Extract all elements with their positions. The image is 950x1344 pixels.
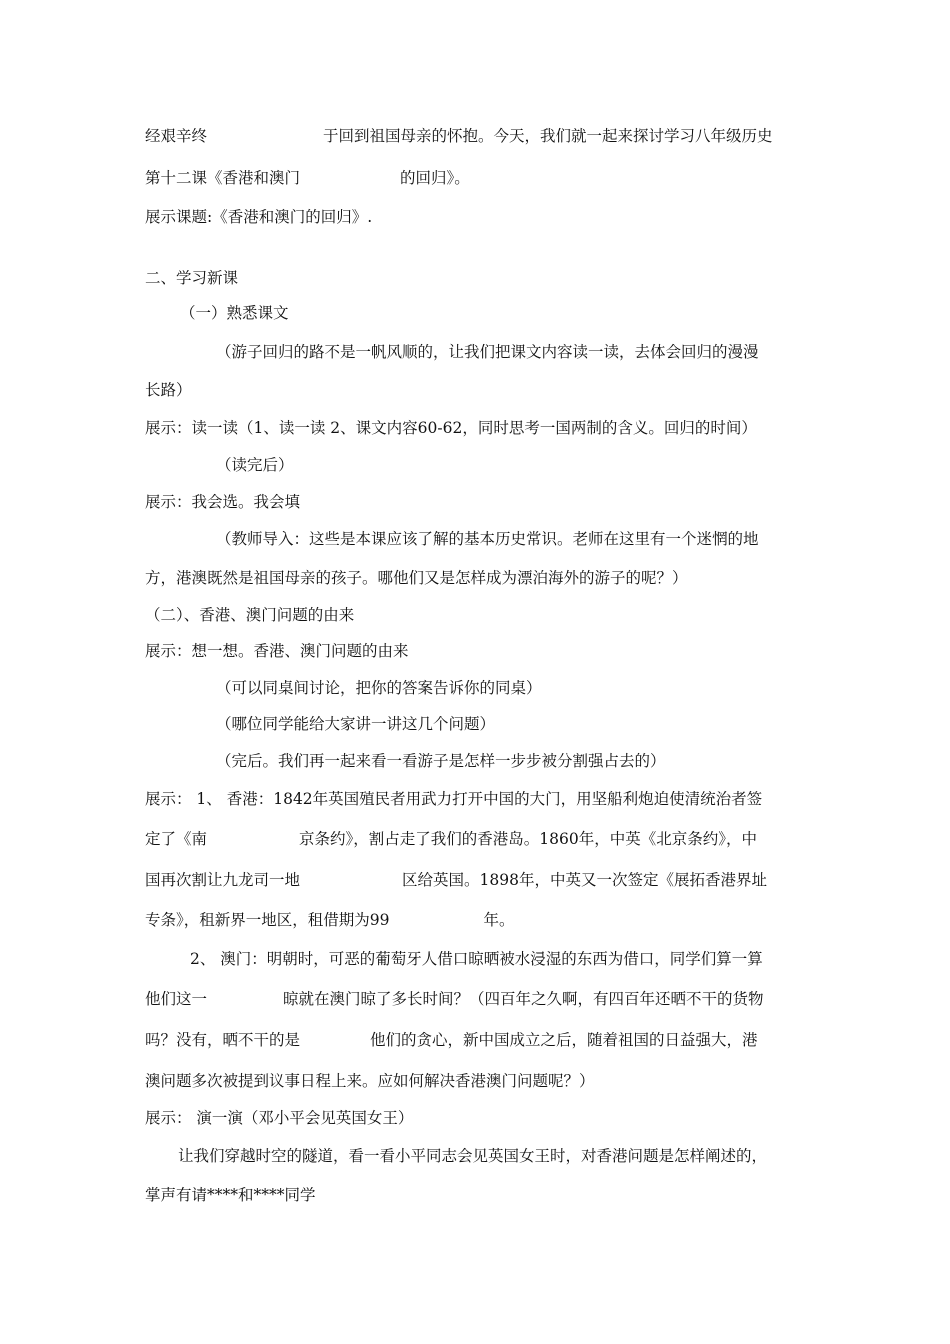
heading-text: （二）、香港、澳门问题的由来 xyxy=(145,606,355,624)
text-segment: 晾就在澳门晾了多长时间？（四百年之久啊，有四百年还晒不干的货物 xyxy=(283,990,764,1008)
text-segment: 长路） xyxy=(145,381,192,399)
text-segment: 展示： 1、 香港：1842年英国殖民者用武力打开中国的大门，用坚船利炮迫使清统治者签 xyxy=(145,790,763,808)
text-segment: 年。 xyxy=(483,911,515,929)
subsection-heading xyxy=(145,605,354,625)
text-segment: 第十二课《香港和澳门 xyxy=(145,169,301,187)
text-line xyxy=(145,870,767,890)
text-segment: 经艰辛终 xyxy=(145,127,208,145)
text-line xyxy=(145,207,372,227)
text-segment: 区给英国。1898年，中英又一次签定《展拓香港界址 xyxy=(402,871,767,889)
text-segment: 掌声有请****和****同学 xyxy=(145,1186,316,1204)
text-segment: 他们这一 xyxy=(145,990,208,1008)
text-line xyxy=(145,492,300,512)
text-segment: （读完后） xyxy=(216,456,294,474)
text-segment: 展示：我会选。我会填 xyxy=(145,493,301,511)
text-line xyxy=(145,789,762,809)
text-line xyxy=(145,568,688,588)
text-segment: 于回到祖国母亲的怀抱。今天，我们就一起来探讨学习八年级历史 xyxy=(323,127,773,145)
text-segment: 吗？没有，晒不干的是 xyxy=(145,1031,301,1049)
text-segment: 让我们穿越时空的隧道，看一看小平同志会见英国女王时，对香港问题是怎样阐述的， xyxy=(178,1147,768,1165)
text-segment: 专条》，租新界一地区，租借期为99 xyxy=(145,911,390,929)
text-segment: （教师导入：这些是本课应该了解的基本历史常识。老师在这里有一个迷惘的地 xyxy=(216,530,759,548)
text-line xyxy=(145,168,470,188)
text-segment: 国再次割让九龙司一地 xyxy=(145,871,301,889)
text-segment: 他们的贪心，新中国成立之后，随着祖国的日益强大，港 xyxy=(370,1031,758,1049)
text-segment: 的回归》。 xyxy=(400,169,470,187)
text-segment: 方，港澳既然是祖国母亲的孩子。哪他们又是怎样成为漂泊海外的游子的呢？） xyxy=(145,569,688,587)
text-line xyxy=(216,529,759,549)
text-segment: （游子回归的路不是一帆风顺的，让我们把课文内容读一读，去体会回归的漫漫 xyxy=(216,343,759,361)
text-segment: 澳问题多次被提到议事日程上来。应如何解决香港澳门问题呢？） xyxy=(145,1072,595,1090)
text-segment: 定了《南 xyxy=(145,830,208,848)
text-segment: （哪位同学能给大家讲一讲这几个问题） xyxy=(216,715,496,733)
text-line xyxy=(216,342,759,362)
text-line xyxy=(178,1146,767,1166)
text-line xyxy=(145,641,409,661)
text-segment: 京条约》，割占走了我们的香港岛。1860年，中英《北京条约》，中 xyxy=(299,830,757,848)
text-line xyxy=(145,1108,413,1128)
text-line xyxy=(190,949,763,969)
text-line xyxy=(145,380,192,400)
text-line xyxy=(216,455,294,475)
section-heading xyxy=(145,268,238,288)
text-segment: （可以同桌间讨论，把你的答案告诉你的同桌） xyxy=(216,679,542,697)
heading-text: 二、学习新课 xyxy=(145,269,239,287)
text-line xyxy=(145,1030,758,1050)
text-line xyxy=(216,714,495,734)
text-segment: （完后。我们再一起来看一看游子是怎样一步步被分割强占去的） xyxy=(216,752,666,770)
text-segment: 展示课题:《香港和澳门的回归》. xyxy=(145,208,373,226)
text-segment: 2、 澳门：明朝时，可恶的葡萄牙人借口晾晒被水浸湿的东西为借口，同学们算一算 xyxy=(190,950,763,968)
text-line xyxy=(145,1071,595,1091)
text-line xyxy=(145,989,764,1009)
text-line xyxy=(145,910,515,930)
heading-text: （一）熟悉课文 xyxy=(180,304,289,322)
text-segment: 展示：想一想。香港、澳门问题的由来 xyxy=(145,642,409,660)
text-line xyxy=(216,678,542,698)
text-line xyxy=(145,1185,316,1205)
text-line xyxy=(216,751,666,771)
text-line xyxy=(145,829,757,849)
subsection-heading xyxy=(180,303,289,323)
text-segment: 展示： 演一演（邓小平会见英国女王） xyxy=(145,1109,414,1127)
text-line xyxy=(145,418,757,438)
text-segment: 展示：读一读（1、读一读 2、课文内容60-62，同时思考一国两制的含义。回归的时间） xyxy=(145,419,757,437)
text-line xyxy=(145,126,773,146)
